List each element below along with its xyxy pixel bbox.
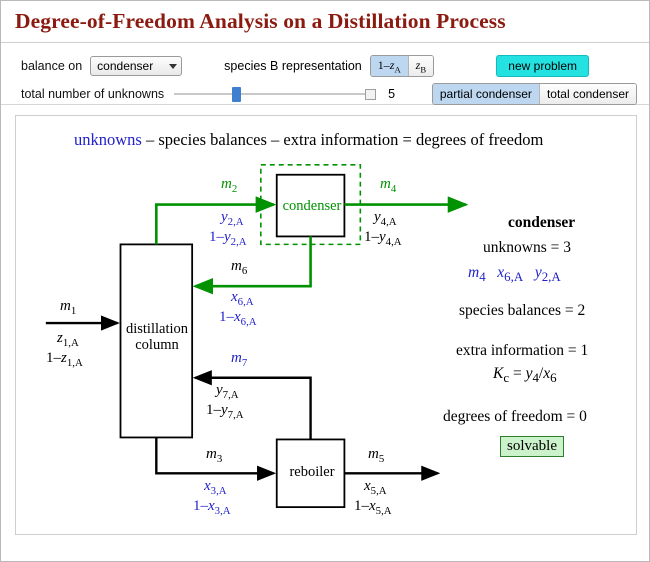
stream-label-m6: $m_6$: [231, 258, 248, 277]
controls-panel: [1, 43, 649, 105]
slider-track-line: [174, 93, 374, 95]
stream-label-m3: $m_3$: [206, 446, 223, 465]
diagram-canvas: [15, 115, 637, 535]
slider-thumb[interactable]: [232, 87, 241, 102]
stream-label-z1a: $z_{1,A}$: [57, 330, 79, 349]
new-problem-button[interactable]: new problem: [496, 55, 589, 77]
stream-label-m7: $m_7$: [231, 350, 248, 369]
condenser-block-label: condenser: [282, 198, 342, 214]
unknowns-slider[interactable]: [174, 86, 374, 102]
stream-label-x6a: $x_{6,A}$: [231, 289, 254, 308]
stream-label-y7a: $y_{7,A}$: [216, 382, 239, 401]
species-option-zb[interactable]: $z_B$: [409, 56, 433, 76]
stream-label-m2: $m_2$: [221, 176, 238, 195]
unknowns-value: 5: [388, 87, 396, 101]
panel-unknowns: unknowns = 3: [483, 239, 571, 256]
unknowns-label: total number of unknowns: [21, 87, 165, 101]
species-option-1za[interactable]: $1-z_A$: [371, 56, 409, 76]
stream-label-1-y2a: $1-y_{2,A}$: [209, 229, 247, 248]
panel-extra-info: extra information = 1: [456, 342, 589, 359]
species-representation-setter[interactable]: [370, 55, 434, 77]
reboiler-block-label: reboiler: [289, 464, 335, 480]
stream-label-1-x3a: $1-x_{3,A}$: [193, 498, 231, 517]
stream-label-x3a: $x_{3,A}$: [204, 478, 227, 497]
column-block-label-line1: distillation: [125, 321, 189, 337]
panel-species-balances: species balances = 2: [459, 302, 586, 319]
status-badge: solvable: [500, 436, 564, 457]
stream-label-1-z1a: $1-z_{1,A}$: [46, 350, 83, 369]
chevron-down-icon: [169, 64, 177, 69]
stream-label-x5a: $x_{5,A}$: [364, 478, 387, 497]
panel-dof: degrees of freedom = 0: [443, 408, 587, 425]
balance-on-label: balance on: [21, 59, 83, 73]
stream-label-y2a: $y_{2,A}$: [221, 209, 244, 228]
dof-equation-rest: – species balances – extra information = degrees of freedom: [141, 130, 544, 149]
stream-label-1-x6a: $1-x_{6,A}$: [219, 309, 257, 328]
panel-extra-equation: $K_c = y_4/x_6$: [493, 365, 557, 386]
stream-label-m4: $m_4$: [380, 176, 397, 195]
condenser-option-total[interactable]: total condenser: [540, 84, 636, 104]
condenser-option-partial[interactable]: partial condenser: [433, 84, 540, 104]
panel-unknown-vars: $m_4$ $x_{6,A}$ $y_{2,A}$: [468, 264, 561, 285]
stream-label-y4a: $y_{4,A}$: [374, 209, 397, 228]
column-block-label-line2: column: [135, 337, 179, 353]
stream-label-m5: $m_5$: [368, 446, 385, 465]
slider-end-marker: [365, 89, 376, 100]
balance-on-value: condenser: [97, 59, 154, 73]
stream-label-m1: $m_1$: [60, 298, 77, 317]
balance-on-dropdown[interactable]: [90, 56, 182, 76]
species-representation-label: species B representation: [224, 59, 362, 73]
stream-label-1-y4a: $1-y_{4,A}$: [364, 229, 402, 248]
dof-equation-unknowns: unknowns: [74, 130, 142, 149]
stream-label-1-x5a: $1-x_{5,A}$: [354, 498, 392, 517]
panel-heading: condenser: [508, 214, 576, 231]
condenser-type-setter[interactable]: [432, 83, 637, 105]
page-title: Degree-of-Freedom Analysis on a Distillation Process: [15, 9, 506, 33]
title-bar: [1, 1, 649, 43]
stream-label-1-y7a: $1-y_{7,A}$: [206, 402, 244, 421]
